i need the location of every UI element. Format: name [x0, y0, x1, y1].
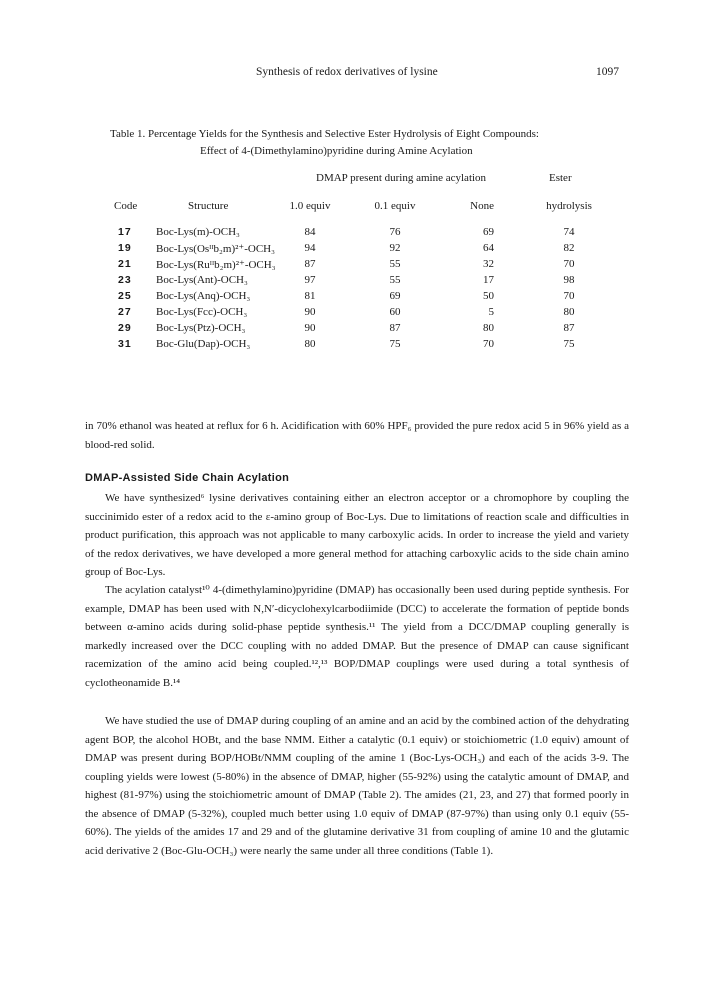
column-header-hydrolysis: hydrolysis: [546, 200, 592, 212]
paragraph-2: The acylation catalyst¹⁰ 4-(dimethylamino)pyridine (DMAP) has occasionally been used during peptide synthesis. For example, DMAP has been used with N,N′-dicyclohexylcarbodiimide (DCC) to accelerate the formation of peptide bonds between α-amino acids during solid-phase peptide synthesis.¹¹ The yield from a DCC/DMAP coupling generally is markedly increased over the DCC coupling with no added DMAP. But the presence of DMAP can cause significant racemization of the amino acid being coupled.¹²,¹³ BOP/DMAP couplings were used during a total synthesis of cyclotheonamide B.¹⁴: [85, 584, 629, 689]
cell-1-equiv: 84: [304, 226, 316, 238]
cell-1-equiv: 87: [304, 258, 316, 270]
caption-line-2: Effect of 4-(Dimethylamino)pyridine during Amine Acylation: [200, 145, 473, 157]
table-row: [104, 322, 600, 338]
cell-0-1-equiv: 75: [389, 338, 401, 350]
cell-code: 31: [118, 338, 132, 350]
cell-0-1-equiv: 87: [389, 322, 401, 334]
cell-structure: Boc-Lys(Anq)-OCH₃: [156, 290, 251, 302]
table-row: [104, 242, 600, 258]
cell-0-1-equiv: 55: [389, 258, 401, 270]
cell-hydrolysis: 70: [563, 290, 575, 302]
cell-structure: Boc-Lys(Ant)-OCH₃: [156, 274, 248, 286]
ester-group-header: Ester: [549, 172, 572, 184]
cell-none: 70: [483, 338, 494, 350]
column-header-1-equiv: 1.0 equiv: [289, 200, 331, 212]
cell-0-1-equiv: 69: [389, 290, 401, 302]
table-row: [104, 258, 600, 274]
cell-1-equiv: 81: [304, 290, 316, 302]
cell-none: 32: [483, 258, 494, 270]
cell-1-equiv: 97: [304, 274, 316, 286]
running-title: Synthesis of redox derivatives of lysine: [256, 66, 438, 78]
cell-structure: Boc-Lys(Ruᴵᴵb₂m)²⁺-OCH₃: [156, 259, 276, 271]
cell-0-1-equiv: 55: [389, 274, 401, 286]
cell-none: 69: [483, 226, 494, 238]
cell-structure: Boc-Lys(Ptz)-OCH₃: [156, 322, 246, 334]
cell-structure: Boc-Lys(Osᴵᴵb₂m)²⁺-OCH₃: [156, 243, 275, 255]
cell-1-equiv: 90: [304, 322, 316, 334]
cell-code: 29: [118, 322, 132, 334]
continued-paragraph: in 70% ethanol was heated at reflux for 6 h. Acidification with 60% HPF₆ provided the pure redox acid 5 in 96% yield as a blood-red solid.: [85, 420, 629, 451]
section-heading: DMAP-Assisted Side Chain Acylation: [85, 472, 290, 484]
cell-0-1-equiv: 92: [389, 242, 401, 254]
caption-line-1: Table 1. Percentage Yields for the Synthesis and Selective Ester Hydrolysis of Eight Compounds:: [110, 128, 539, 140]
paragraph-1: We have synthesized⁶ lysine derivatives containing either an electron acceptor or a chromophore by coupling the succinimido ester of a redox acid to the ε-amino group of Boc-Lys. Due to limitations of reaction scale and difficulties in product purification, this approach was not applicable to many carboxylic acids. In order to increase the yield and variety of the redox derivatives, we have developed a more general method for attaching carboxylic acids to the side chain amino group of Boc-Lys.: [85, 492, 629, 578]
cell-code: 19: [118, 242, 132, 254]
cell-hydrolysis: 70: [563, 258, 575, 270]
table-row: [104, 338, 600, 354]
cell-structure: Boc-Lys(m)-OCH₃: [156, 226, 240, 238]
cell-code: 25: [118, 290, 132, 302]
cell-1-equiv: 94: [304, 242, 316, 254]
cell-none: 5: [488, 306, 494, 318]
column-header-none: None: [470, 200, 494, 212]
table-group-header-row: [104, 172, 600, 200]
cell-code: 21: [118, 258, 132, 270]
cell-structure: Boc-Lys(Fcc)-OCH₃: [156, 306, 248, 318]
table-body: [104, 226, 600, 354]
cell-0-1-equiv: 76: [389, 226, 401, 238]
cell-none: 80: [483, 322, 494, 334]
table-column-header-row: [104, 200, 600, 226]
table-row: [104, 290, 600, 306]
cell-code: 27: [118, 306, 132, 318]
cell-hydrolysis: 80: [563, 306, 575, 318]
table-caption: [110, 126, 610, 160]
page-number: 1097: [596, 66, 619, 78]
yields-table: [104, 172, 600, 354]
cell-hydrolysis: 98: [563, 274, 575, 286]
cell-1-equiv: 90: [304, 306, 316, 318]
cell-1-equiv: 80: [304, 338, 316, 350]
cell-structure: Boc-Glu(Dap)-OCH₃: [156, 338, 251, 350]
cell-none: 64: [483, 242, 494, 254]
paragraph-3: We have studied the use of DMAP during coupling of an amine and an acid by the combined action of the dehydrating agent BOP, the alcohol HOBt, and the base NMM. Either a catalytic (0.1 equiv) or stoichiometric (1.0 equiv) amount of DMAP was present during BOP/HOBt/NMM coupling of the amine 1 (Boc-Lys-OCH₃) and each of the acids 3-9. The coupling yields were lowest (5-80%) in the absence of DMAP, higher (55-92%) using the catalytic amount of DMAP, and highest (81-97%) using the stoichiometric amount of DMAP (Table 2). The amides (21, 23, and 27) that formed poorly in the absence of DMAP (5-32%), coupled much better using 1.0 equiv of DMAP (87-97%) than using only 0.1 equiv (55-60%). The yields of the amides 17 and 29 and of the glutamine derivative 31 from coupling of amine 10 and the glutamic acid derivative 2 (Boc-Glu-OCH₃) were nearly the same under all three conditions (Table 1).: [85, 715, 629, 857]
cell-hydrolysis: 75: [563, 338, 575, 350]
cell-none: 50: [483, 290, 494, 302]
cell-hydrolysis: 74: [563, 226, 575, 238]
column-header-code: Code: [114, 200, 138, 212]
table-row: [104, 274, 600, 290]
cell-code: 17: [118, 226, 132, 238]
cell-code: 23: [118, 274, 132, 286]
table-row: [104, 226, 600, 242]
column-header-structure: Structure: [188, 200, 229, 212]
cell-none: 17: [483, 274, 494, 286]
cell-hydrolysis: 87: [563, 322, 575, 334]
table-row: [104, 306, 600, 322]
cell-0-1-equiv: 60: [389, 306, 401, 318]
dmap-group-header: DMAP present during amine acylation: [316, 172, 487, 184]
page-header: [0, 66, 711, 82]
cell-hydrolysis: 82: [563, 242, 575, 254]
column-header-0-1-equiv: 0.1 equiv: [374, 200, 416, 212]
